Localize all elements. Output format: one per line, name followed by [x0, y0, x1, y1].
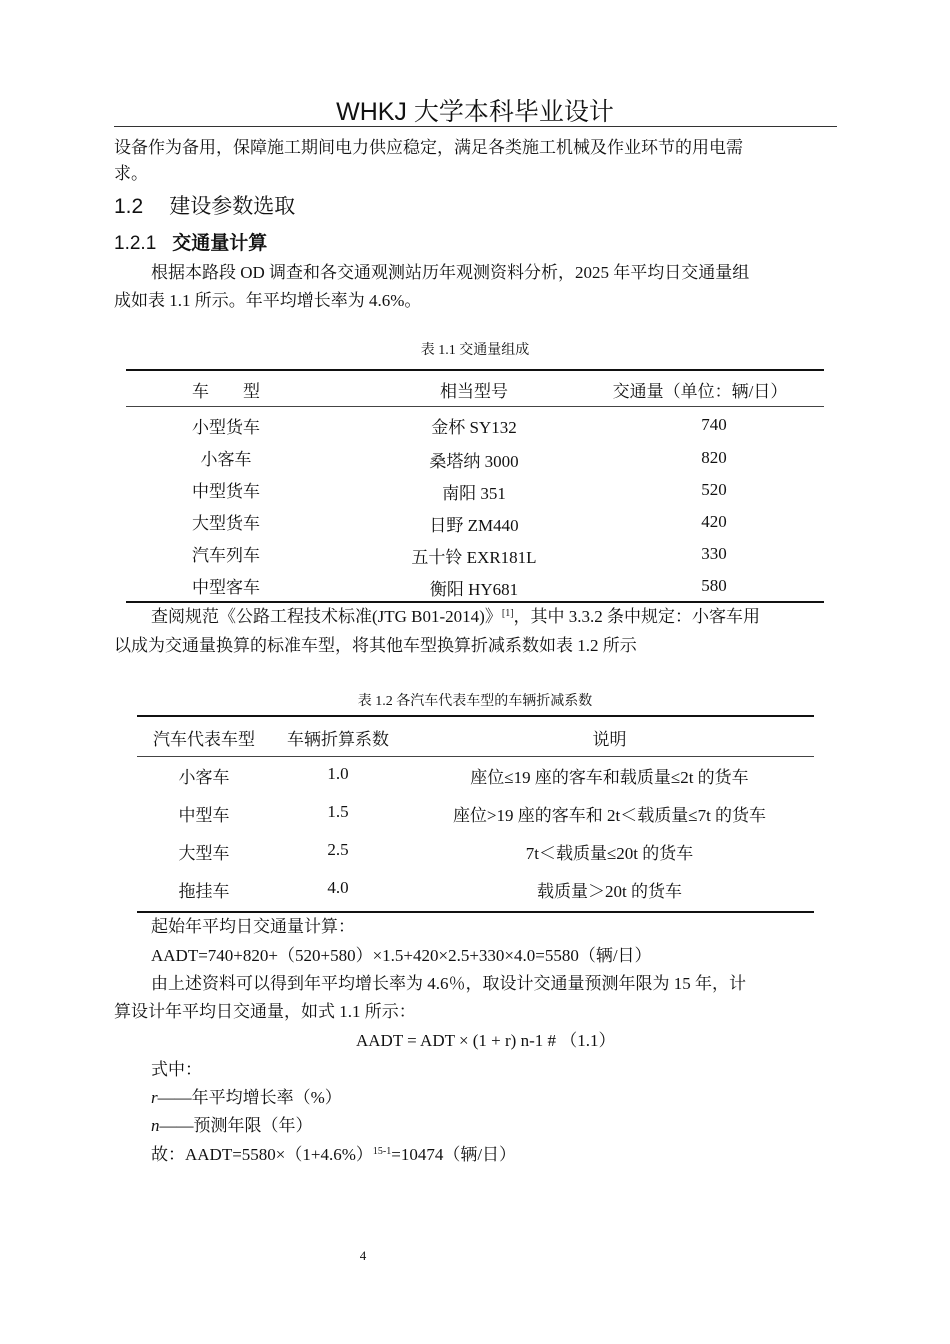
para1-line-1: 根据本路段 OD 调查和各交通观测站历年观测资料分析，2025 年平均日交通量组	[151, 263, 750, 282]
symbol-n: n	[151, 1116, 160, 1135]
section-number: 1.2	[114, 195, 144, 218]
def-n-text: ——预测年限（年）	[159, 1116, 313, 1135]
citation-ref: [1]	[501, 608, 514, 619]
table1-cell: 中型客车	[192, 578, 260, 597]
table2-header-type: 汽车代表车型	[153, 730, 255, 749]
table2-cell: 大型车	[178, 844, 230, 863]
header-rule	[114, 126, 837, 127]
table1-cell: 580	[701, 576, 727, 595]
table1-cell: 820	[701, 448, 727, 467]
calc-text-line-2: 算设计年平均日交通量，如式 1.1 所示：	[114, 1002, 416, 1021]
def-n	[151, 1112, 313, 1139]
table2-cell: 1.0	[327, 764, 349, 783]
table1-top-rule	[126, 369, 824, 371]
table1-cell: 420	[701, 512, 727, 531]
table1-cell: 小型货车	[192, 418, 260, 437]
table1-cell: 小客车	[200, 450, 252, 469]
table1-cell: 五十铃 EXR181L	[411, 548, 537, 567]
table2-cell: 2.5	[327, 840, 349, 859]
result-line	[151, 1141, 516, 1168]
table1-header-model: 相当型号	[440, 382, 508, 401]
page-number: 4	[359, 1248, 367, 1263]
table1-header-volume: 交通量（单位：辆/日）	[612, 382, 788, 401]
table1-cell: 330	[701, 544, 727, 563]
where-label: 式中：	[151, 1060, 202, 1079]
table1-header-type: 车 型	[192, 382, 260, 401]
intro-line-1: 设备作为备用，保障施工期间电力供应稳定，满足各类施工机械及作业环节的用电需	[114, 138, 743, 157]
table2-cell: 小客车	[178, 768, 230, 787]
subsection-number: 1.2.1	[114, 233, 157, 254]
result-text-b: =10474（辆/日）	[391, 1145, 517, 1164]
table2-caption: 表 1.2 各汽车代表车型的车辆折减系数	[357, 694, 593, 709]
para2-text-a: 查阅规范《公路工程技术标准(JTG B01-2014)》	[151, 607, 502, 626]
para1-line-2: 成如表 1.1 所示。年平均增长率为 4.6%。	[114, 291, 422, 310]
para2-line-2: 以成为交通量换算的标准车型，将其他车型换算折减系数如表 1.2 所示	[114, 636, 637, 655]
table1-caption: 表 1.1 交通量组成	[420, 343, 530, 358]
table2-header-note: 说明	[592, 730, 627, 749]
section-title: 建设参数选取	[169, 195, 296, 218]
table1-cell: 日野 ZM440	[429, 516, 519, 535]
table1-cell: 衡阳 HY681	[429, 580, 519, 599]
table1-cell: 大型货车	[192, 514, 260, 533]
table1-cell: 桑塔纳 3000	[429, 452, 519, 471]
page-header-title: WHKJ 大学本科毕业设计	[336, 98, 614, 126]
intro-line-2: 求。	[114, 164, 148, 183]
para2-text-b: ，其中 3.3.2 条中规定：小客车用	[513, 607, 761, 626]
table1-cell: 南阳 351	[442, 484, 506, 503]
calc-intro: 起始年平均日交通量计算：	[151, 917, 355, 936]
result-exponent: 15-1	[372, 1146, 392, 1157]
subsection-title: 交通量计算	[172, 233, 268, 254]
table2-header-rule	[137, 756, 814, 757]
table2-cell: 座位≤19 座的客车和载质量≤2t 的货车	[470, 768, 749, 787]
table1-header-rule	[126, 406, 824, 407]
table1-cell: 740	[701, 415, 727, 434]
table2-cell: 载质量＞20t 的货车	[537, 882, 682, 901]
result-text-a: 故：AADT=5580×（1+4.6%）	[151, 1145, 373, 1164]
def-r-text: ——年平均增长率（%）	[157, 1088, 342, 1107]
table2-cell: 1.5	[327, 802, 349, 821]
table2-cell: 拖挂车	[178, 882, 230, 901]
def-r	[151, 1084, 342, 1111]
subsection-heading	[114, 228, 267, 255]
table2-cell: 4.0	[327, 878, 349, 897]
table2-cell: 座位>19 座的客车和 2t＜载质量≤7t 的货车	[452, 806, 767, 825]
formula-1-1: AADT = ADT × (1 + r) n-1 # （1.1）	[356, 1031, 616, 1050]
section-heading	[114, 190, 295, 220]
table2-cell: 7t＜载质量≤20t 的货车	[525, 844, 694, 863]
table1-cell: 汽车列车	[192, 546, 260, 565]
table2-header-factor: 车辆折算系数	[287, 730, 389, 749]
table1-cell: 520	[701, 480, 727, 499]
table2-cell: 中型车	[178, 806, 230, 825]
symbol-r: r	[151, 1088, 158, 1107]
calc-aadt-line: AADT=740+820+（520+580）×1.5+420×2.5+330×4.0=5580（辆/日）	[151, 946, 652, 965]
para2-line-1	[151, 603, 760, 630]
table1-cell: 中型货车	[192, 482, 260, 501]
calc-text-line-1: 由上述资料可以得到年平均增长率为 4.6％，取设计交通量预测年限为 15 年，计	[151, 974, 746, 993]
table2-top-rule	[137, 715, 814, 717]
table1-cell: 金杯 SY132	[431, 418, 517, 437]
